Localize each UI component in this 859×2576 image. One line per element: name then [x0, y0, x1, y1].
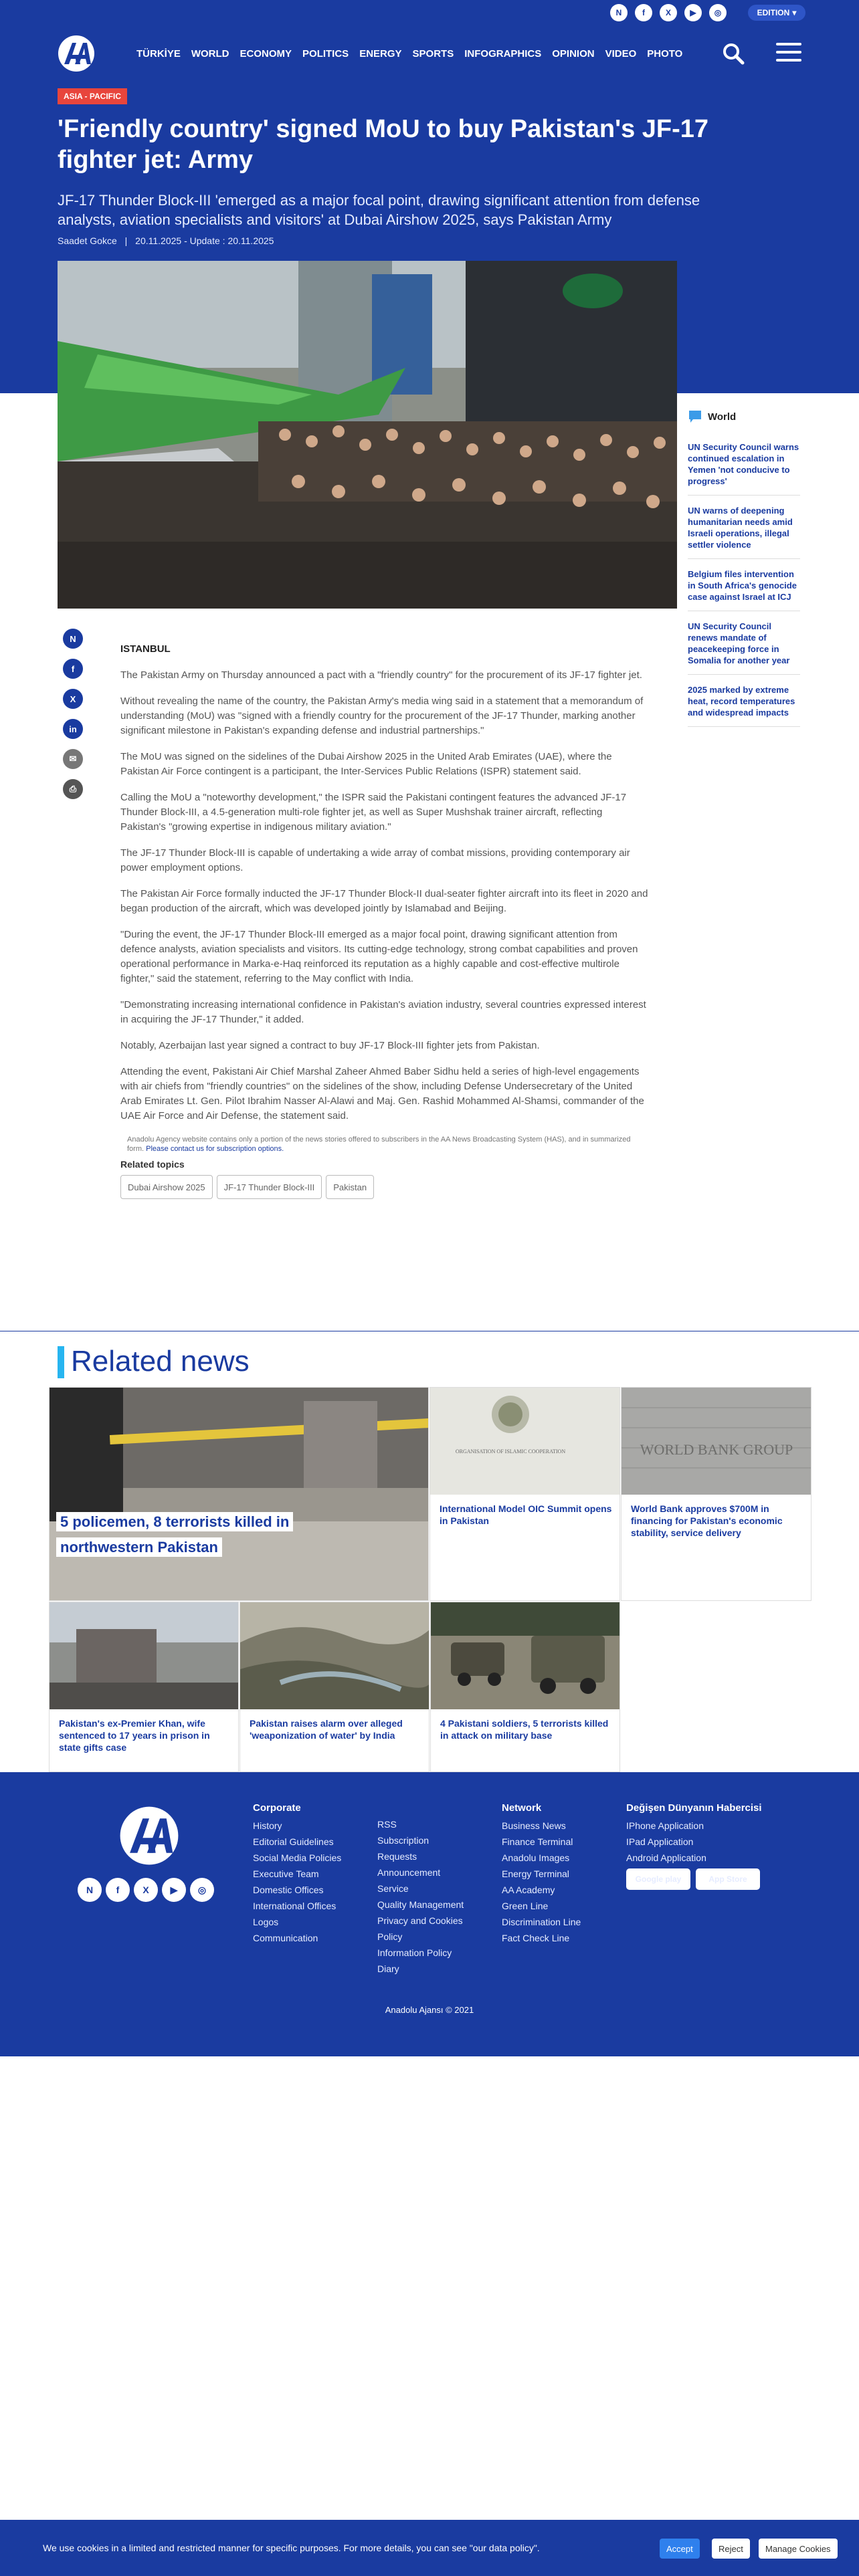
publish-date: 20.11.2025 - Update : 20.11.2025 [135, 235, 274, 246]
footer-link[interactable]: Logos [253, 1917, 279, 1927]
footer-link[interactable]: Discrimination Line [502, 1917, 581, 1927]
sidebar-header [688, 409, 800, 424]
tag-list [120, 1175, 649, 1199]
nav-item-infographics[interactable]: INFOGRAPHICS [464, 47, 542, 60]
footer-link[interactable]: Diary [377, 1963, 399, 1974]
sidebar-link[interactable]: Belgium files intervention in South Africa's genocide case against Israel at ICJ [688, 568, 800, 611]
footer-heading: Değişen Dünyanın Habercisi [626, 1802, 762, 1814]
share-linkedin-icon[interactable]: in [63, 719, 83, 739]
footer-heading: Network [502, 1802, 542, 1814]
hamburger-menu-icon[interactable] [776, 43, 801, 64]
related-card[interactable] [621, 1387, 812, 1601]
footer-aa-icon[interactable]: N [78, 1878, 102, 1902]
article-meta: Saadet Gokce | 20.11.2025 - Update : 20.11.2025 [58, 235, 274, 246]
footer-apps [626, 1800, 787, 1890]
related-card-title: International Model OIC Summit opens in Pakistan [440, 1503, 612, 1526]
footer-link[interactable]: RSS [377, 1819, 397, 1830]
oic-sign-text: ORGANISATION OF ISLAMIC COOPERATION [455, 1448, 566, 1455]
subscription-note [127, 1135, 649, 1154]
manage-cookies-button[interactable]: Manage Cookies [759, 2539, 838, 2559]
footer-link[interactable]: History [253, 1820, 282, 1831]
subscription-link[interactable]: Please contact us for subscription options. [146, 1145, 284, 1153]
store-badges [626, 1868, 787, 1890]
paragraph: The MoU was signed on the sidelines of the Dubai Airshow 2025 in the United Arab Emirates (UAE), where the Pakistan Air Force contingent is a participant, the Inter-Services Public Relations (ISPR) statement said. [120, 751, 612, 777]
reject-cookies-button[interactable]: Reject [712, 2539, 750, 2559]
related-news-title: Related news [71, 1345, 250, 1378]
footer-misc [377, 1816, 471, 1977]
footer-link[interactable]: IPad Application [626, 1836, 694, 1847]
author[interactable]: Saadet Gokce [58, 235, 117, 246]
related-card-image [622, 1388, 812, 1495]
footer-link[interactable]: Android Application [626, 1852, 706, 1863]
youtube-icon[interactable]: ▶ [684, 4, 702, 21]
nav-item-video[interactable]: VIDEO [605, 47, 637, 60]
edition-selector[interactable] [748, 5, 805, 21]
footer-link[interactable]: Communication [253, 1933, 318, 1943]
footer-link[interactable]: Social Media Policies [253, 1852, 342, 1863]
footer-link[interactable]: Privacy and Cookies Policy [377, 1915, 463, 1942]
paragraph: Calling the MoU a "noteworthy development," the ISPR said the Pakistani contingent features the advanced JF-17 Thunder Block-III, a 4.5-generation multi-role fighter jet, as well as Super Mushshak trainer aircraft, reflecting Pakistan's "growing expertise in indigenous military aviation." [120, 792, 627, 833]
nav-item-economy[interactable]: ECONOMY [240, 47, 292, 60]
share-email-icon[interactable]: ✉ [63, 749, 83, 769]
article-body [120, 643, 649, 1199]
footer-network [502, 1800, 602, 1946]
related-card[interactable] [49, 1602, 239, 1772]
footer-x-icon[interactable]: X [134, 1878, 158, 1902]
nav-menu [136, 27, 693, 80]
article-main-image [58, 261, 677, 609]
app-store-badge[interactable]: App Store [696, 1868, 760, 1890]
tag[interactable]: Dubai Airshow 2025 [120, 1175, 213, 1199]
related-card-title: Pakistan's ex-Premier Khan, wife sentenced to 17 years in prison in state gifts case [59, 1718, 210, 1753]
related-card[interactable] [430, 1387, 620, 1601]
world-bank-sign-text: WORLD BANK GROUP [640, 1441, 793, 1458]
tag[interactable]: JF-17 Thunder Block-III [217, 1175, 322, 1199]
chat-bubble-icon [688, 409, 702, 424]
footer-social [78, 1878, 214, 1902]
category-badge[interactable]: ASIA - PACIFIC [58, 88, 127, 104]
nav-item-turkiye[interactable]: TÜRKİYE [136, 47, 181, 60]
related-card-title: 4 Pakistani soldiers, 5 terrorists killed in attack on military base [440, 1718, 609, 1741]
footer-link[interactable]: AA Academy [502, 1885, 555, 1895]
print-icon[interactable]: ⎙ [63, 779, 83, 799]
accent-bar [58, 1346, 64, 1378]
footer-link[interactable]: Information Policy [377, 1947, 452, 1958]
paragraph: Without revealing the name of the country, the Pakistan Army's media wing said in a statement that a memorandum of understanding (MoU) was "signed with a friendly country for the procurement of the JF-17 Thunder, marking another significant milestone in Pakistan's expanding defense and industrial partnerships." [120, 695, 644, 736]
article-summary: JF-17 Thunder Block-III 'emerged as a major focal point, drawing significant attention from defense analysts, aviation specialists and visitors' at Dubai Airshow 2025, says Pakistan Army [58, 192, 700, 228]
aa-logo[interactable] [58, 35, 95, 72]
chevron-down-icon: ▾ [792, 8, 797, 17]
related-topics-label: Related topics [120, 1159, 185, 1170]
instagram-icon[interactable]: ◎ [709, 4, 727, 21]
share-bar [63, 629, 83, 809]
note-text: Anadolu Agency website contains only a portion of the news stories offered to subscribers in the AA News Broadcasting System (HAS), and in summarized form. [127, 1136, 631, 1153]
footer-link[interactable]: Fact Check Line [502, 1933, 570, 1943]
footer-youtube-icon[interactable]: ▶ [162, 1878, 186, 1902]
footer-link[interactable]: Business News [502, 1820, 566, 1831]
sidebar-link[interactable]: UN Security Council renews mandate of peacekeeping force in Somalia for another year [688, 621, 800, 675]
search-icon[interactable] [721, 41, 745, 66]
footer-link[interactable]: Subscription Requests [377, 1835, 430, 1862]
related-card-image [240, 1602, 430, 1709]
related-card[interactable] [240, 1602, 430, 1772]
paragraph: "During the event, the JF-17 Thunder Block-III emerged as a major focal point, drawing significant attention from defence analysts, aviation specialists and visitors. Its cutting-edge technology, strong combat capabilities and proven operational performance in Marka-e-Haq reinforced its reputation as a highly capable and cost-effective multirole fighter," said the statement, referring to the May conflict with India. [120, 929, 638, 984]
nav-item-politics[interactable]: POLITICS [302, 47, 349, 60]
footer-link[interactable]: Quality Management [377, 1899, 464, 1910]
paragraph: The Pakistan Army on Thursday announced a pact with a "friendly country" for the procurement of its JF-17 fighter jet. [120, 669, 642, 681]
accept-cookies-button[interactable]: Accept [660, 2539, 700, 2559]
share-x-icon[interactable]: X [63, 689, 83, 709]
paragraph: Notably, Azerbaijan last year signed a contract to buy JF-17 Block-III fighter jets from Pakistan. [120, 1040, 540, 1051]
footer-link[interactable]: IPhone Application [626, 1820, 704, 1831]
tag[interactable]: Pakistan [326, 1175, 374, 1199]
footer-link[interactable]: Energy Terminal [502, 1868, 569, 1879]
footer-heading: Corporate [253, 1802, 301, 1814]
related-card[interactable] [430, 1602, 620, 1772]
paragraph: The JF-17 Thunder Block-III is capable of undertaking a wide array of combat missions, providing contemporary air power employment options. [120, 847, 630, 873]
footer-link[interactable]: International Offices [253, 1901, 337, 1911]
cookie-text: We use cookies in a limited and restricted manner for specific purposes. For more details, you can see "our data policy". [43, 2543, 540, 2553]
share-aa-icon[interactable]: N [63, 629, 83, 649]
nav-item-opinion[interactable]: OPINION [552, 47, 595, 60]
footer-aa-logo[interactable] [119, 1806, 179, 1866]
dateline: ISTANBUL [120, 643, 171, 655]
related-card-title [56, 1509, 310, 1560]
cookie-banner [0, 2520, 859, 2576]
related-news-header [0, 1331, 859, 1387]
related-card-image [430, 1388, 620, 1495]
google-play-badge[interactable]: Google play [626, 1868, 690, 1890]
related-card-image [431, 1602, 620, 1709]
nav-item-sports[interactable]: SPORTS [412, 47, 454, 60]
sidebar-heading[interactable]: World [708, 411, 737, 423]
footer-corporate [253, 1800, 360, 1946]
sidebar-link[interactable]: UN Security Council warns continued escalation in Yemen 'not conducive to progress' [688, 441, 800, 496]
paragraph: Attending the event, Pakistani Air Chief Marshal Zaheer Ahmed Baber Sidhu held a series of high-level engagements with air chiefs from "friendly countries" on the sidelines of the show, including Defense Undersecretary of the United Arab Emirates Lt. Gen. Pilot Ibrahim Nasser Al-Alawi and Maj. Gen. Rashid Mohammed Al-Shamsi, commander of the UAE Air Force and Air Defense, the statement said. [120, 1066, 644, 1121]
article-title: 'Friendly country' signed MoU to buy Pakistan's JF-17 fighter jet: Army [58, 115, 709, 174]
footer-link[interactable]: Green Line [502, 1901, 549, 1911]
footer-facebook-icon[interactable]: f [106, 1878, 130, 1902]
related-card-title: Pakistan raises alarm over alleged 'weaponization of water' by India [250, 1718, 403, 1741]
footer-link[interactable]: Editorial Guidelines [253, 1836, 334, 1847]
main-navbar [0, 27, 859, 80]
facebook-icon[interactable]: f [635, 4, 652, 21]
related-card-featured[interactable] [49, 1387, 429, 1601]
x-icon[interactable]: X [660, 4, 677, 21]
paragraph: The Pakistan Air Force formally inducted the JF-17 Thunder Block-II dual-seater fighter aircraft into its fleet in 2020 and began production of the aircraft, which was developed jointly by Islamabad and Beijing. [120, 888, 648, 914]
footer-link[interactable]: Finance Terminal [502, 1836, 573, 1847]
related-card-title-text: 5 policemen, 8 terrorists killed in northwestern Pakistan [56, 1512, 293, 1557]
sidebar-link[interactable]: UN warns of deepening humanitarian needs amid Israeli operations, illegal settler violence [688, 505, 800, 559]
footer-link[interactable]: Anadolu Images [502, 1852, 570, 1863]
top-bar [0, 0, 859, 27]
related-card-title: World Bank approves $700M in financing for Pakistan's economic stability, service delivery [631, 1503, 783, 1538]
related-card-image [50, 1388, 429, 1601]
nav-item-photo[interactable]: PHOTO [647, 47, 683, 60]
sidebar-link[interactable]: 2025 marked by extreme heat, record temperatures and widespread impacts [688, 684, 800, 727]
nav-item-world[interactable]: WORLD [191, 47, 229, 60]
footer-link[interactable]: Executive Team [253, 1868, 319, 1879]
nav-item-energy[interactable]: ENERGY [359, 47, 402, 60]
related-card-image [50, 1602, 239, 1709]
footer [0, 1772, 859, 2056]
footer-instagram-icon[interactable]: ◎ [190, 1878, 214, 1902]
copyright: Anadolu Ajansı © 2021 [385, 2005, 474, 2015]
footer-link[interactable]: Domestic Offices [253, 1885, 324, 1895]
edition-label: EDITION [757, 8, 790, 17]
sidebar-world-news [688, 409, 800, 736]
share-facebook-icon[interactable]: f [63, 659, 83, 679]
footer-link[interactable]: Announcement Service [377, 1867, 441, 1894]
aa-news-icon[interactable]: N [610, 4, 628, 21]
paragraph: "Demonstrating increasing international confidence in Pakistan's aviation industry, several countries expressed interest in acquiring the JF-17 Thunder," it added. [120, 999, 646, 1025]
